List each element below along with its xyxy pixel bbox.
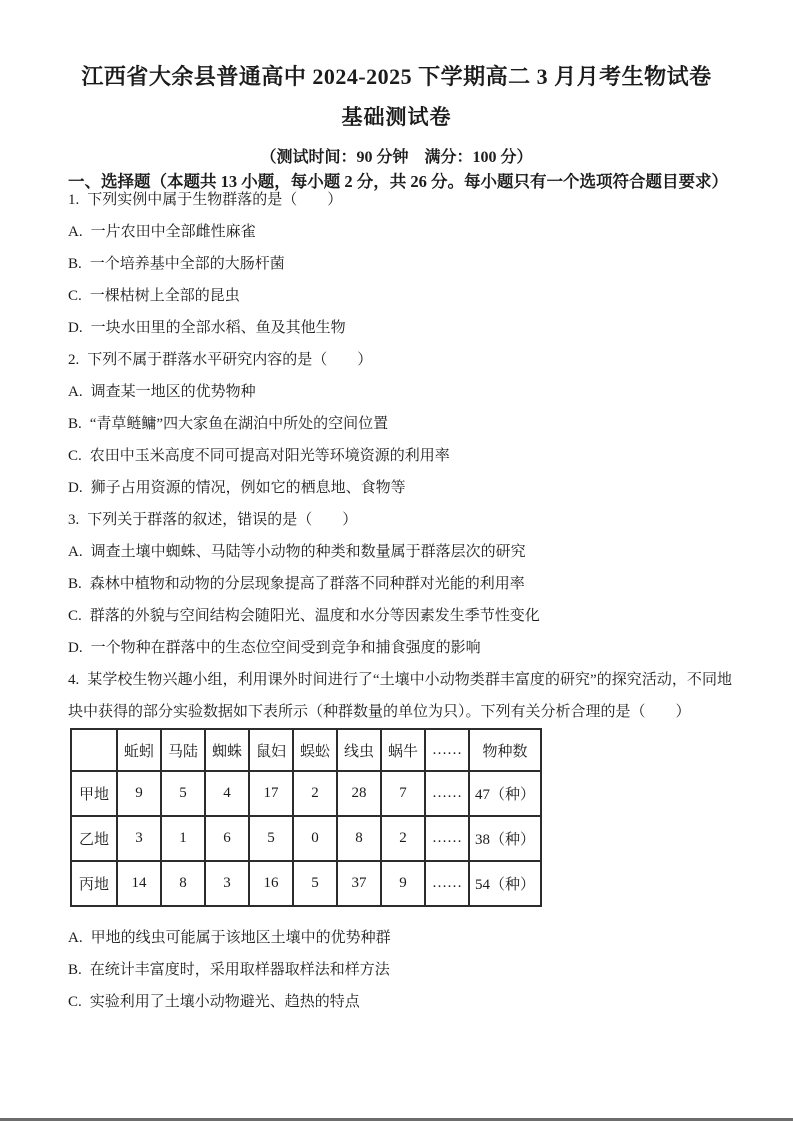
option-text: 农田中玉米高度不同可提高对阳光等环境资源的利用率: [89, 448, 450, 464]
option-label: C.: [68, 288, 82, 304]
table-cell: 28: [337, 771, 381, 816]
table-cell: 5: [161, 771, 205, 816]
table-cell: 9: [117, 771, 161, 816]
table-row-jia: [71, 771, 541, 816]
option-text: 调查土壤中蜘蛛、马陆等小动物的种类和数量属于群落层次的研究: [90, 544, 526, 560]
table-cell: 47（种）: [469, 771, 541, 816]
question-list: [68, 184, 732, 1018]
table-cell: 5: [249, 816, 293, 861]
option-text: 狮子占用资源的情况，例如它的栖息地、食物等: [90, 480, 406, 496]
option-label: B.: [68, 256, 82, 272]
question-1-option-b: [68, 248, 732, 280]
table-cell: 6: [205, 816, 249, 861]
option-text: 调查某一地区的优势物种: [90, 384, 256, 400]
table-cell: 5: [293, 861, 337, 906]
question-number: 2.: [68, 352, 80, 368]
table-cell: 1: [161, 816, 205, 861]
table-header-cell: ……: [425, 729, 469, 771]
question-stem-text: 下列关于群落的叙述，错误的是（ ）: [87, 512, 358, 528]
table-header-cell: 马陆: [161, 729, 205, 771]
table-cell: 8: [161, 861, 205, 906]
question-2-option-a: [68, 376, 732, 408]
exam-title: 江西省大余县普通高中 2024-2025 下学期高二 3 月月考生物试卷: [81, 64, 712, 89]
species-richness-table: [70, 728, 542, 907]
table-cell: 38（种）: [469, 816, 541, 861]
option-text: 实验利用了土壤小动物避光、趋热的特点: [89, 994, 360, 1010]
option-label: D.: [68, 640, 83, 656]
option-label: A.: [68, 224, 83, 240]
table-header-cell: 蚯蚓: [117, 729, 161, 771]
option-text: 一块水田里的全部水稻、鱼及其他生物: [90, 320, 346, 336]
question-2-stem: [68, 344, 732, 376]
question-3-option-a: [68, 536, 732, 568]
option-label: A.: [68, 544, 83, 560]
question-number: 3.: [68, 512, 80, 528]
table-row-yi: [71, 816, 541, 861]
option-text: 一个物种在群落中的生态位空间受到竞争和捕食强度的影响: [90, 640, 481, 656]
option-label: A.: [68, 930, 83, 946]
option-text: 一棵枯树上全部的昆虫: [89, 288, 240, 304]
question-2: [68, 344, 732, 504]
table-cell: 8: [337, 816, 381, 861]
question-4: [68, 664, 732, 1018]
table-row-label: 丙地: [71, 861, 117, 906]
table-cell: 17: [249, 771, 293, 816]
question-stem-text: 下列实例中属于生物群落的是（ ）: [87, 192, 343, 208]
table-header-cell: 蜗牛: [381, 729, 425, 771]
table-row-label: 乙地: [71, 816, 117, 861]
table-header-cell: 蜈蚣: [293, 729, 337, 771]
table-header-cell: [71, 729, 117, 771]
question-2-option-b: [68, 408, 732, 440]
question-1-option-c: [68, 280, 732, 312]
option-label: D.: [68, 480, 83, 496]
option-label: A.: [68, 384, 83, 400]
table-cell: 2: [293, 771, 337, 816]
option-text: 森林中植物和动物的分层现象提高了群落不同种群对光能的利用率: [89, 576, 525, 592]
question-4-options: [68, 922, 732, 1018]
question-3: [68, 504, 732, 664]
table-cell: 7: [381, 771, 425, 816]
table-cell: 0: [293, 816, 337, 861]
question-2-option-d: [68, 472, 732, 504]
option-label: D.: [68, 320, 83, 336]
option-label: C.: [68, 448, 82, 464]
table-header-cell: 鼠妇: [249, 729, 293, 771]
question-1-option-a: [68, 216, 732, 248]
question-3-stem: [68, 504, 732, 536]
question-1-option-d: [68, 312, 732, 344]
question-4-stem: [68, 664, 732, 728]
table-cell: ……: [425, 771, 469, 816]
option-label: C.: [68, 608, 82, 624]
question-1-stem: [68, 184, 732, 216]
table-header-cell: 物种数: [469, 729, 541, 771]
table-row-bing: [71, 861, 541, 906]
question-4-option-a: [68, 922, 732, 954]
table-cell: 3: [205, 861, 249, 906]
exam-subtitle: 基础测试卷: [341, 105, 452, 129]
option-text: “青草鲢鳙”四大家鱼在湖泊中所处的空间位置: [89, 416, 389, 432]
table-cell: 3: [117, 816, 161, 861]
option-text: 在统计丰富度时，采用取样器取样法和样方法: [89, 962, 390, 978]
question-2-option-c: [68, 440, 732, 472]
option-label: B.: [68, 576, 82, 592]
question-4-option-c: [68, 986, 732, 1018]
question-1: [68, 184, 732, 344]
option-text: 一片农田中全部雌性麻雀: [90, 224, 256, 240]
option-text: 甲地的线虫可能属于该地区土壤中的优势种群: [90, 930, 391, 946]
question-number: 1.: [68, 192, 80, 208]
table-cell: 2: [381, 816, 425, 861]
table-cell: 54（种）: [469, 861, 541, 906]
option-label: B.: [68, 962, 82, 978]
section-heading: 一、选择题（本题共 13 小题，每小题 2 分，共 26 分。每小题只有一个选项符合题目要求）: [68, 172, 728, 191]
table-header-row: [71, 729, 541, 771]
question-4-option-b: [68, 954, 732, 986]
table-cell: 16: [249, 861, 293, 906]
table-header-cell: 蜘蛛: [205, 729, 249, 771]
question-stem-text: 某学校生物兴趣小组，利用课外时间进行了“土壤中小动物类群丰富度的研究”的探究活动，不同地块中获得的部分实验数据如下表所示（种群数量的单位为只）。下列有关分析合理的是（ ）: [68, 672, 732, 720]
option-text: 群落的外貌与空间结构会随阳光、温度和水分等因素发生季节性变化: [89, 608, 540, 624]
table-row-label: 甲地: [71, 771, 117, 816]
table-cell: 4: [205, 771, 249, 816]
question-3-option-b: [68, 568, 732, 600]
table-cell: ……: [425, 861, 469, 906]
table-header-cell: 线虫: [337, 729, 381, 771]
table-cell: 37: [337, 861, 381, 906]
page-bottom-divider: [0, 1118, 793, 1121]
option-text: 一个培养基中全部的大肠杆菌: [89, 256, 285, 272]
option-label: C.: [68, 994, 82, 1010]
table-cell: 9: [381, 861, 425, 906]
table-cell: 14: [117, 861, 161, 906]
question-stem-text: 下列不属于群落水平研究内容的是（ ）: [87, 352, 373, 368]
question-number: 4.: [68, 672, 80, 688]
question-3-option-c: [68, 600, 732, 632]
option-label: B.: [68, 416, 82, 432]
exam-info: （测试时间：90 分钟 满分：100 分）: [260, 149, 533, 166]
table-cell: ……: [425, 816, 469, 861]
question-3-option-d: [68, 632, 732, 664]
